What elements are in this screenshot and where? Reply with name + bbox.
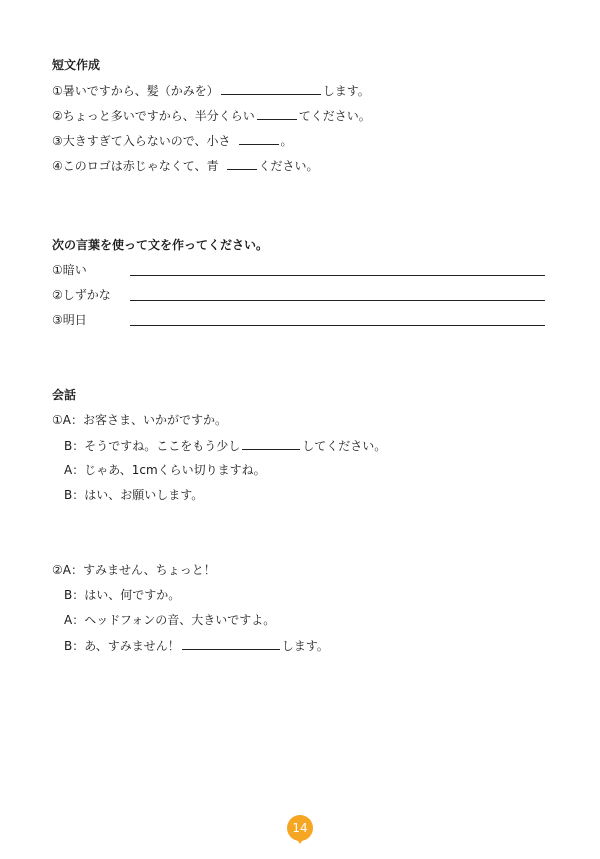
word-label: ②しずかな xyxy=(52,288,111,302)
item-text: てください。 xyxy=(298,109,371,123)
section-title-make-sentences: 次の言葉を使って文を作ってください。 xyxy=(52,238,269,252)
exercise-item xyxy=(52,132,293,149)
dialog-line: B：はい、何ですか。 xyxy=(64,588,181,602)
exercise-item xyxy=(52,157,319,174)
dialog-text: B：そうですね。ここをもう少し xyxy=(64,439,241,453)
dialog-line: A：ヘッドフォンの音、大きいですよ。 xyxy=(64,613,276,627)
answer-blank[interactable] xyxy=(227,157,257,170)
dialog-line: ①A：お客さま、いかがですか。 xyxy=(52,413,227,427)
item-text: ②ちょっと多いですから、半分くらい xyxy=(52,109,255,123)
answer-line[interactable] xyxy=(130,325,545,326)
exercise-item xyxy=(52,107,371,124)
item-text: ①暑いですから、髪（かみを） xyxy=(52,84,219,98)
exercise-item xyxy=(52,82,370,99)
item-text: ③大きすぎて入らないので、小さ xyxy=(52,134,231,148)
word-label: ①暗い xyxy=(52,263,87,277)
section-title-short-sentence: 短文作成 xyxy=(52,58,101,72)
answer-blank[interactable] xyxy=(242,437,300,450)
item-text: ④このロゴは赤じゃなくて、青 xyxy=(52,159,219,173)
dialog-line xyxy=(64,637,329,654)
dialog-line xyxy=(64,437,386,454)
answer-line[interactable] xyxy=(130,275,545,276)
answer-blank[interactable] xyxy=(257,107,297,120)
item-text: します。 xyxy=(322,84,370,98)
word-label: ③明日 xyxy=(52,313,87,327)
page-number-badge-tail xyxy=(296,838,304,844)
item-text: ください。 xyxy=(258,159,319,173)
dialog-text: します。 xyxy=(281,639,329,653)
dialog-text: B：あ、すみません！ xyxy=(64,639,180,653)
answer-blank[interactable] xyxy=(182,637,280,650)
dialog-line: A：じゃあ、1cmくらい切りますね。 xyxy=(64,463,266,477)
page-number-badge: 14 xyxy=(287,815,313,841)
dialog-line: ②A：すみません、ちょっと！ xyxy=(52,563,216,577)
dialog-line: B：はい、お願いします。 xyxy=(64,488,204,502)
answer-blank[interactable] xyxy=(221,82,321,95)
answer-line[interactable] xyxy=(130,300,545,301)
section-title-conversation: 会話 xyxy=(52,388,77,402)
answer-blank[interactable] xyxy=(239,132,279,145)
dialog-text: してください。 xyxy=(302,439,387,453)
item-text: 。 xyxy=(280,134,293,148)
